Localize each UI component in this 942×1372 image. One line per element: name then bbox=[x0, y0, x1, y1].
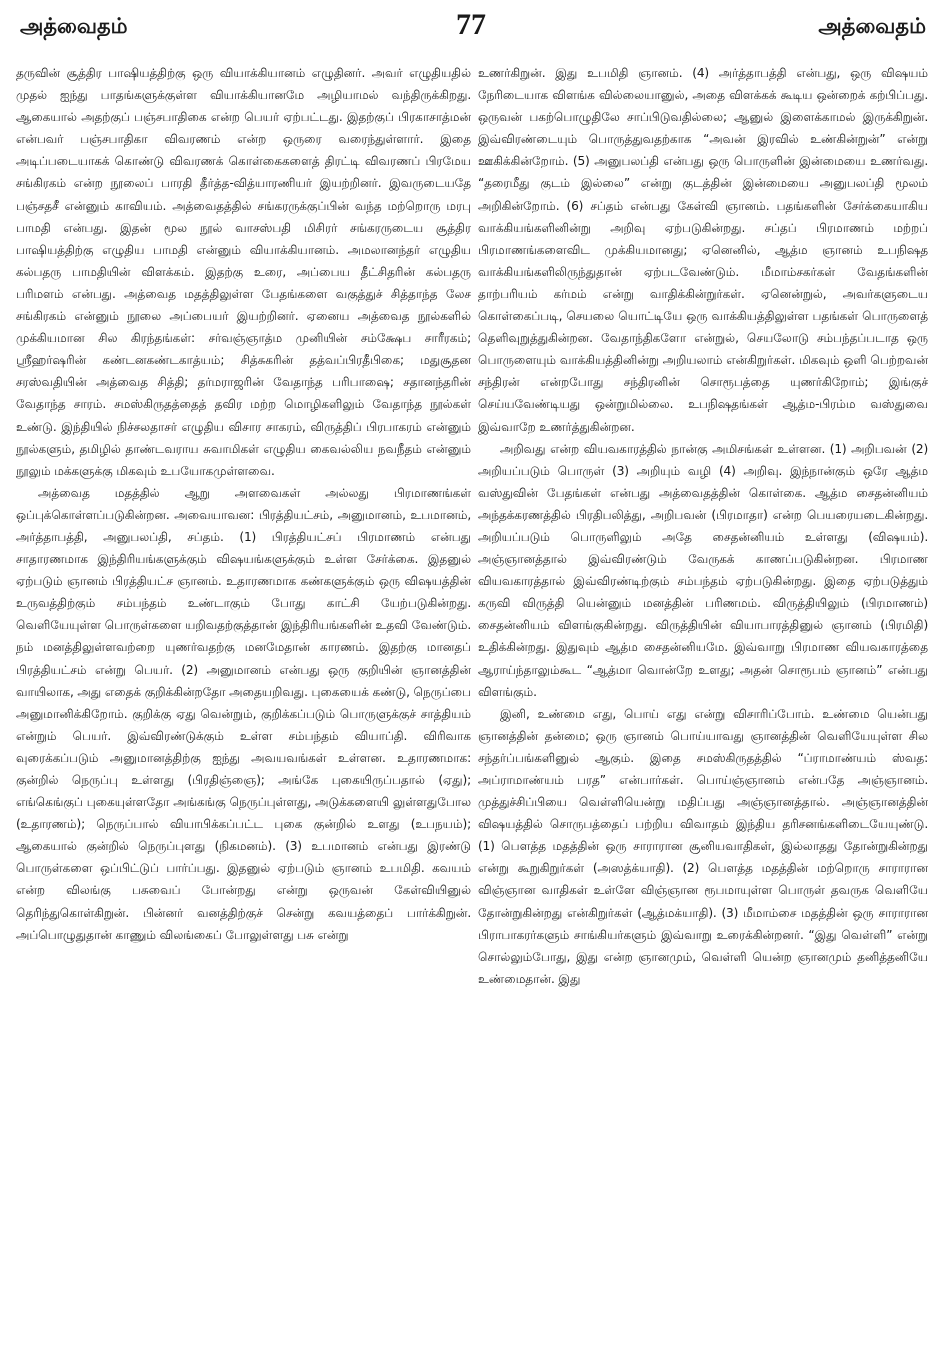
paragraph-knowing: அறிவது என்ற வியவகாரத்தில் நான்கு அமிசங்கள் உள்ளன. (1) அறிபவன் (2) அறியப்படும் பொருள் (3) அறியும் வழி (4) அறிவு. இந்நான்கும் ஒரே ஆத்ம வஸ்துவின் பேதங்கள் என்பது அத்வைதத்தின் கொள்கை. ஆத்ம சைதன்னியம் அந்தக்கரணத்தில் பிரதிபலித்து, அறிபவன் (பிரமாதா) என்ற பெயரையடைகின்றது. அறியப்படும் பொருளிலும் அதே சைதன்னியம் உள்ளது (விஷயம்). அஞ்ஞானத்தால் இவ்விரண்டும் வேருகக் காணப்படுகின்றன. பிரமாண வியவகாரத்தால் இவ்விரண்டிற்கும் சம்பந்தம் ஏற்படுகின்றது. இதை ஏற்படுத்தும் கருவி விருத்தி யென்னும் மனத்தின் பரிணமம். விருத்தியிலும் (பிரமாணம்) சைதன்னியம் விளங்குகின்றது. விருத்தியின் வியாபாரத்தினுல் ஞானம் (பிரமிதி) உதிக்கின்றது. இதுவும் ஆத்ம சைதன்னியமே. இவ்வாறு பிரமாண வியவகாரத்தை ஆராய்ந்தாலும்கூட “ஆத்மா வொன்றே உளது; அதன் சொரூபம் ஞானம்” என்பது விளங்கும். bbox=[478, 441, 928, 699]
running-title-right: அத்வைதம் bbox=[818, 14, 926, 38]
paragraph-truth: இனி, உண்மை எது, பொய் எது என்று விசாரிப்போம். உண்மை யென்பது ஞானத்தின் தன்மை; ஒரு ஞானம் பொய்யாவது ஞானத்தின் வெளியேயுள்ள சில சந்தர்ப்பங்களினுல் ஆகும். இதை சமஸ்கிருதத்தில் “ப்ராமாண்யம் ஸ்வத: அப்ராமாண்யம் பரத” என்பார்கள். பொய்ஞ்ஞானம் என்பதே அஞ்ஞானம். முத்துச்சிப்பியை வெள்ளியென்று மதிப்பது அஞ்ஞானத்தால். அஞ்ஞானத்தின் விஷயத்தில் சொருபத்தைப் பற்றிய விவாதம் இந்திய தரிசனங்களிடையேயுண்டு. (1) பௌத்த மதத்தின் ஒரு சாராரான சூனியவாதிகள், இல்லாதது தோன்றுகின்றது என்று கூறுகிறுர்கள் (அஸத்க்யாதி). (2) பௌத்த மதத்தின் மற்றொரு சாராரான விஞ்ஞான வாதிகள் உள்ளே விஞ்ஞான ரூபமாயுள்ள பொருள் தவருக வெளியே தோன்றுகின்றது என்கிறுர்கள் (ஆத்மக்யாதி). (3) மீமாம்சை மதத்தின் ஒரு சாராரான பிராபாகரர்களும் சாங்கியர்களும் இவ்வாறு உரைக்கின்றனர். “இது வெள்ளி” என்று சொல்லும்போது, இது என்ற ஞானமும், வெள்ளி யென்ற ஞானமும் தனித்தனியே உண்மைதான். இது bbox=[478, 706, 928, 986]
paragraph-continued: தருவின் சூத்திர பாஷியத்திற்கு ஒரு வியாக்கியானம் எழுதினர். அவர் எழுதியதில் முதல் ஐந்து பாதங்களுக்குள்ள வியாக்கியானமே அழியாமல் வந்திருக்கிறது. ஆகையால் அதற்குப் பஞ்சபாதிகை என்ற பெயர் ஏற்பட்டது. இதற்குப் பிரகாசாத்மன் என்பவர் பஞ்சபாதிகா விவரணம் என்ற ஒருரை வரைந்துள்ளார். இதை அடிப்படையாகக் கொண்டு விவரணக் கொள்கைகளைத் திரட்டி விவரணப் பிரமேய சங்கிரகம் என்ற நூலைப் பாரதி தீர்த்த-வித்யாரணியர் இயற்றினர். இவருடையதே பஞ்சதசீ என்னும் காவியம். அத்வைதத்தில் சங்கரருக்குப்பின் வந்த மற்றொரு மரபு பாமதி என்பது. இதன் மூல நூல் வாசஸ்பதி மிசிரர் சங்கரருடைய சூத்திர பாஷியத்திற்கு எழுதிய பாமதி என்னும் வியாக்கியானம். அமலானந்தர் எழுதிய கல்பதரு பாமதியின் விளக்கம். இதற்கு உரை, அப்பைய தீட்சிதரின் கல்பதரு பரிமளம் என்பது. அத்வைத மதத்திலுள்ள பேதங்களை வகுத்துச் சித்தாந்த லேச சங்கிரகம் என்னும் நூலை அப்பையர் இயற்றினர். ஏனைய அத்வைத நூல்களில் முக்கியமான சில கிரந்தங்கள்: சர்வஞ்ஞாத்ம முனியின் சம்க்ஷேப சாரீரகம்; ஸ்ரீஹர்ஷரின் கண்டனகண்டகாத்யம்; சித்சுகரின் தத்வப்பிரதீபிகை; மதுசூதன சரஸ்வதியின் அத்வைத சித்தி; தர்மராஜரின் வேதாந்த பரிபாஷை; சதானந்தரின் வேதாந்த சாரம். சமஸ்கிருதத்தைத் தவிர மற்ற மொழிகளிலும் வேதாந்த நூல்கள் உண்டு. இந்தியில் நிச்சலதாசர் எழுதிய விசார சாகரம், விருத்திப் பிரபாகரம் என்னும் நூல்களும், தமிழில் தாண்டவராய சுவாமிகள் எழுதிய கைவல்லிய நவநீதம் என்னும் நூலும் மக்களுக்கு மிகவும் உபயோகமுள்ளவை. bbox=[16, 66, 471, 478]
left-column bbox=[16, 62, 471, 1362]
page-header bbox=[0, 0, 942, 58]
paragraph-pramanas: அத்வைத மதத்தில் ஆறு அளவைகள் அல்லது பிரமாணங்கள் ஒப்புக்கொள்ளப்படுகின்றன. அவையாவன: பிரத்தியட்சம், அனுமானம், உபமானம், அர்த்தாபத்தி, அனுபலப்தி, சப்தம். (1) பிரத்தியட்சப் பிரமாணம் என்பது சாதாரணமாக இந்திரியங்களுக்கும் விஷயங்களுக்கும் உள்ள சேர்க்கை. இதனுல் ஏற்படும் ஞானம் பிரத்தியட்ச ஞானம். உதாரணமாக கண்களுக்கும் ஒரு விஷயத்தின் உருவத்திற்கும் சம்பந்தம் உண்டாகும் போது காட்சி யேற்படுகின்றது. வெளியேயுள்ள பொருள்களை யறிவதற்குத்தான் இந்திரியங்களின் உதவி வேண்டும். நம் மனத்திலுள்ளவற்றை யுணர்வதற்கு மனமேதான் காரணம். இதற்கு மானதப் பிரத்தியட்சம் என்று பெயர். (2) அனுமானம் என்பது ஒரு குறியின் ஞானத்தின் வாயிலாக, அது எதைக் குறிக்கின்றதோ அதையறிவது. புகையைக் கண்டு, நெருப்பை அனுமானிக்கிறோம். குறிக்கு ஏது வென்றும், குறிக்கப்படும் பொருளுக்குச் சாத்தியம் என்றும் பெயர். இவ்விரண்டுக்கும் உள்ள சம்பந்தம் வியாப்தி. விரிவாக வுரைக்கப்படும் அனுமானத்திற்கு ஐந்து அவயவங்கள் உள்ளன. உதாரணமாக: குன்றில் நெருப்பு உள்ளது (பிரதிஞ்ஞை); அங்கே புகையிருப்பதால் (ஏது); எங்கெங்குப் புகையுள்ளதோ அங்கங்கு நெருப்புள்ளது, அடுக்களையி லுள்ளதுபோல (உதாரணம்); நெருப்பால் வியாபிக்கப்பட்ட புகை குன்றில் உளது (உபநயம்); ஆகையால் குன்றில் நெருப்புளது (நிகமனம்). (3) உபமானம் என்பது இரண்டு பொருள்களை ஒப்பிட்டுப் பார்ப்பது. இதனுல் ஏற்படும் ஞானம் உபமிதி. கவயம் என்ற விலங்கு பசுவைப் போன்றது என்று ஒருவன் கேள்வியினுல் தெரிந்துகொள்கிறுன். பின்னர் வனத்திற்குச் சென்று கவயத்தைப் பார்க்கிறுன். அப்பொழுதுதான் காணும் விலங்கைப் போலுள்ளது பசு என்று bbox=[16, 485, 471, 942]
right-column bbox=[478, 62, 928, 1362]
page-number: 77 bbox=[456, 8, 486, 41]
paragraph-arthapatti: உணர்கிறுன். இது உபமிதி ஞானம். (4) அர்த்தாபத்தி என்பது, ஒரு விஷயம் நேரிடையாக விளங்க வில்லையானுல், அதை விளக்கக் கூடிய ஒன்றைக் கற்பிப்பது. ஒருவன் பகற்பொழுதிலே சாப்பிடுவதில்லை; ஆனுல் இளைக்காமல் இருக்கிறுன். இவ்விரண்டையும் பொருத்துவதற்காக “அவன் இரவில் உண்கின்றுன்” என்று ஊகிக்கின்றோம். (5) அனுபலப்தி என்பது ஒரு பொருளின் இன்மையை உணர்வது. “தரைமீது குடம் இல்லை” என்று குடத்தின் இன்மையை அனுபலப்தி மூலம் அறிகின்றோம். (6) சப்தம் என்பது கேள்வி ஞானம். பதங்களின் சேர்க்கையாகிய வாக்கியங்களினின்று அறிவு ஏற்படுகின்றது. சப்தப் பிரமாணம் மற்றப் பிரமாணங்களைவிட முக்கியமானது; ஏனெனில், ஆத்ம ஞானம் உபநிஷத வாக்கியங்களிலிருந்துதான் ஏற்படவேண்டும். மீமாம்சகர்கள் வேதங்களின் தாற்பரியம் கர்மம் என்று வாதிக்கின்றுர்கள். ஏனென்றுல், அவர்களுடைய கொள்கைப்படி, செயலை யொட்டியே ஒரு வாக்கியத்திலுள்ள பதங்கள் பொருளைத் தெளிவுறுத்துகின்றன. வேதாந்திகளோ என்றுல், செயலோடு சம்பந்தப்படாத ஒரு பொருளையும் வாக்கியத்தினின்று அறியலாம் என்கிறுர்கள். மிகவும் ஒளி பெற்றவன் சந்திரன் என்றபோது சந்திரனின் சொரூபத்தை யுணர்கிறோம்; இங்குச் செய்யவேண்டியது ஒன்றுமில்லை. உபநிஷதங்கள் ஆத்ம-பிரம்ம வஸ்துவை இவ்வாறே உணர்த்துகின்றன. bbox=[478, 66, 928, 434]
running-title-left: அத்வைதம் bbox=[20, 14, 128, 38]
